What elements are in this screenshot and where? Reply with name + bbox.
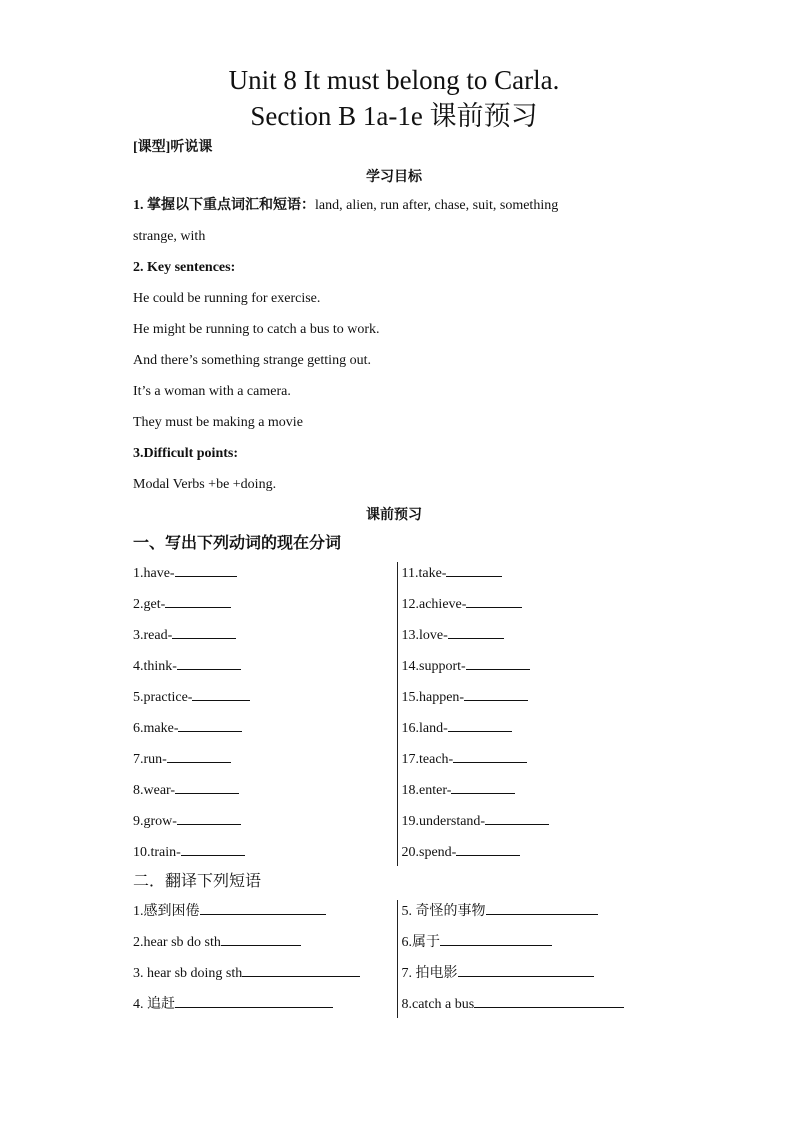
exercise-item: 8.wear-: [133, 775, 387, 806]
objective-vocabulary-label: 1. 掌握以下重点词汇和短语：: [133, 198, 315, 213]
section1-right-column: [387, 558, 656, 868]
column-divider: [397, 900, 398, 1018]
phrase-translation-exercise: [133, 896, 655, 1020]
objective-vocabulary-cont: strange, with: [133, 229, 206, 244]
answer-blank[interactable]: [466, 656, 530, 670]
exercise-item: 9.grow-: [133, 806, 387, 837]
exercise-item: 12.achieve-: [402, 589, 656, 620]
answer-blank[interactable]: [221, 932, 301, 946]
preview-heading: 课前预习: [366, 508, 422, 523]
key-sentence: And there’s something strange getting out.: [133, 353, 371, 368]
answer-blank[interactable]: [486, 901, 598, 915]
answer-blank[interactable]: [448, 718, 512, 732]
exercise-item: 20.spend-: [402, 837, 656, 868]
exercise-item: 7.run-: [133, 744, 387, 775]
exercise-item: 14.support-: [402, 651, 656, 682]
exercise-item: 1.have-: [133, 558, 387, 589]
exercise-item: 16.land-: [402, 713, 656, 744]
answer-blank[interactable]: [453, 749, 527, 763]
exercise-item: 3. hear sb doing sth: [133, 958, 387, 989]
exercise-item: 3.read-: [133, 620, 387, 651]
answer-blank[interactable]: [175, 563, 237, 577]
answer-blank[interactable]: [242, 963, 360, 977]
exercise-item: 6.make-: [133, 713, 387, 744]
exercise-item: 17.teach-: [402, 744, 656, 775]
key-sentence: He could be running for exercise.: [133, 291, 321, 306]
answer-blank[interactable]: [181, 842, 245, 856]
answer-blank[interactable]: [172, 625, 236, 639]
column-divider: [397, 562, 398, 866]
exercise-item: 5.practice-: [133, 682, 387, 713]
worksheet-page: [133, 62, 655, 1020]
section1-left-column: [133, 558, 387, 868]
answer-blank[interactable]: [446, 563, 502, 577]
exercise-item: 1.感到困倦: [133, 896, 387, 927]
answer-blank[interactable]: [464, 687, 528, 701]
answer-blank[interactable]: [474, 994, 624, 1008]
exercise-item: 4.think-: [133, 651, 387, 682]
answer-blank[interactable]: [458, 963, 594, 977]
exercise-item: 8.catch a bus: [402, 989, 656, 1020]
answer-blank[interactable]: [440, 932, 552, 946]
answer-blank[interactable]: [200, 901, 326, 915]
exercise-item: 19.understand-: [402, 806, 656, 837]
exercise-item: 4. 追赶: [133, 989, 387, 1020]
answer-blank[interactable]: [178, 718, 242, 732]
section2-right-column: [387, 896, 656, 1020]
section1-heading: 一、写出下列动词的现在分词: [133, 535, 342, 552]
section-title: Section B 1a-1e 课前预习: [250, 101, 538, 131]
answer-blank[interactable]: [165, 594, 231, 608]
answer-blank[interactable]: [451, 780, 515, 794]
lesson-type: [课型]听说课: [133, 140, 213, 155]
unit-title: Unit 8 It must belong to Carla.: [228, 65, 560, 95]
key-sentence: They must be making a movie: [133, 415, 303, 430]
objective-vocabulary-text: land, alien, run after, chase, suit, something: [315, 198, 559, 213]
exercise-item: 18.enter-: [402, 775, 656, 806]
section2-heading: 二．翻译下列短语: [133, 873, 262, 890]
exercise-item: 11.take-: [402, 558, 656, 589]
exercise-item: 6.属于: [402, 927, 656, 958]
answer-blank[interactable]: [456, 842, 520, 856]
answer-blank[interactable]: [175, 780, 239, 794]
section2-left-column: [133, 896, 387, 1020]
answer-blank[interactable]: [177, 656, 241, 670]
exercise-item: 7. 拍电影: [402, 958, 656, 989]
answer-blank[interactable]: [448, 625, 504, 639]
exercise-item: 15.happen-: [402, 682, 656, 713]
difficult-points-text: Modal Verbs +be +doing.: [133, 477, 277, 492]
answer-blank[interactable]: [466, 594, 522, 608]
answer-blank[interactable]: [175, 994, 333, 1008]
objective-vocabulary: [133, 190, 655, 221]
difficult-points-label: 3.Difficult points:: [133, 446, 238, 461]
key-sentence: It’s a woman with a camera.: [133, 384, 291, 399]
key-sentence: He might be running to catch a bus to work.: [133, 322, 380, 337]
objectives-heading: 学习目标: [366, 170, 422, 185]
exercise-item: 2.hear sb do sth: [133, 927, 387, 958]
exercise-item: 10.train-: [133, 837, 387, 868]
present-participle-exercise: [133, 558, 655, 868]
exercise-item: 13.love-: [402, 620, 656, 651]
exercise-item: 5. 奇怪的事物: [402, 896, 656, 927]
key-sentences-list: [133, 283, 655, 438]
answer-blank[interactable]: [167, 749, 231, 763]
answer-blank[interactable]: [192, 687, 250, 701]
answer-blank[interactable]: [485, 811, 549, 825]
answer-blank[interactable]: [177, 811, 241, 825]
exercise-item: 2.get-: [133, 589, 387, 620]
key-sentences-label: 2. Key sentences:: [133, 260, 236, 275]
